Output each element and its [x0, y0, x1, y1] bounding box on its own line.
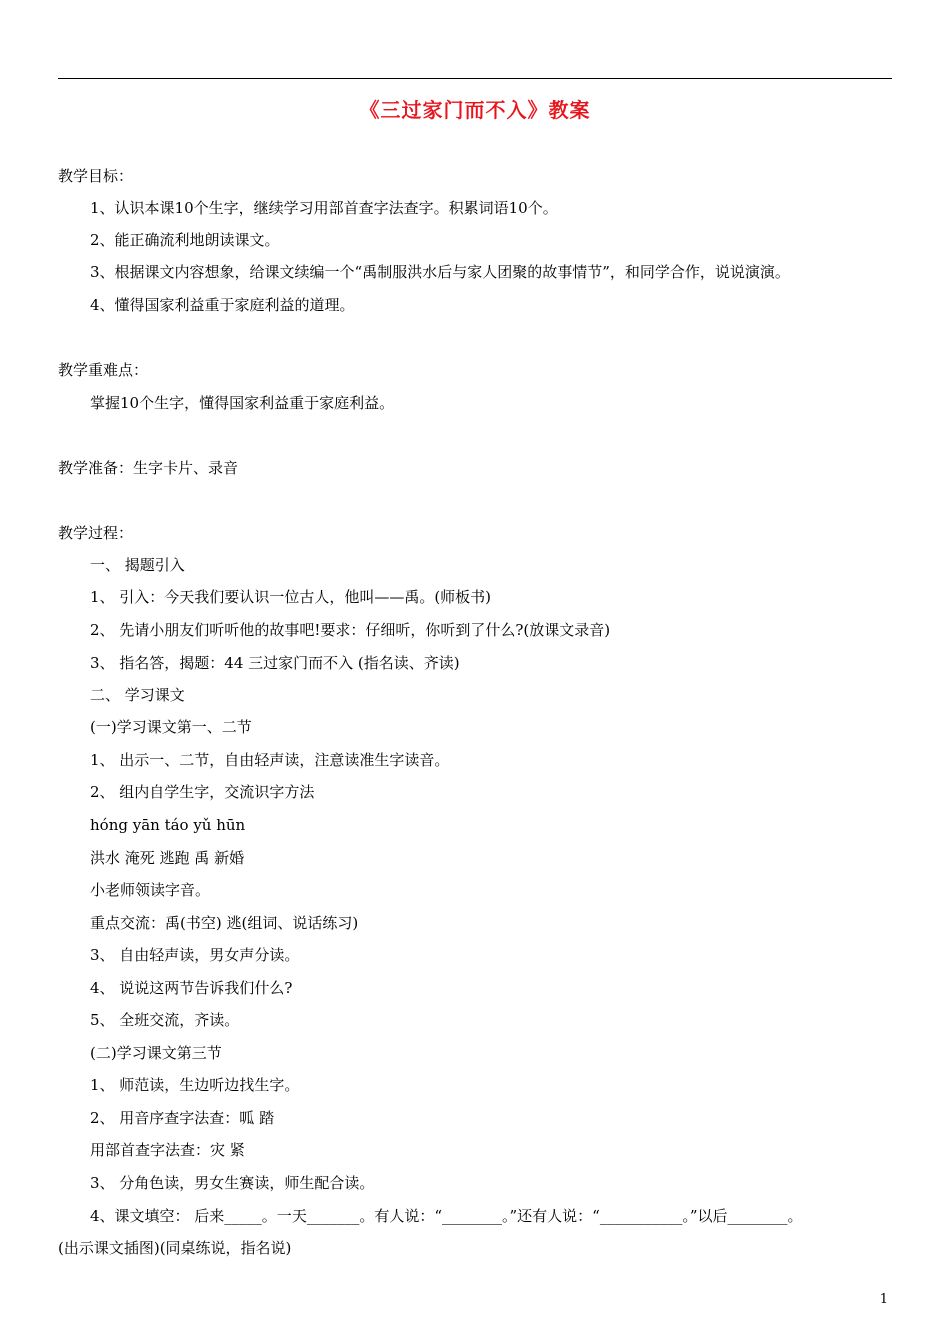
text-line: 掌握10个生字，懂得国家利益重于家庭利益。 [90, 394, 395, 412]
text-line: 4、课文填空： 后来_____。一天_______。有人说：“________。”还有人说：“___________。”以后________。 [90, 1207, 803, 1225]
text-line: hóng yān táo yǔ hūn [90, 816, 246, 834]
text-line: 3、根据课文内容想象，给课文续编一个“禹制服洪水后与家人团聚的故事情节”，和同学合作，说说演演。 [90, 263, 790, 281]
text-line: 洪水 淹死 逃跑 禹 新婚 [90, 849, 245, 867]
document-title: 《三过家门而不入》教案 [359, 98, 591, 122]
text-line: 1、 引入：今天我们要认识一位古人，他叫——禹。(师板书) [90, 588, 492, 606]
text-line: 教学准备：生字卡片、录音 [58, 459, 239, 477]
page-number: 1 [879, 1292, 888, 1307]
text-line: 一、 揭题引入 [90, 556, 185, 574]
text-line: 3、 指名答，揭题：44 三过家门而不入 (指名读、齐读) [90, 654, 460, 672]
text-line: 3、 分角色读，男女生赛读，师生配合读。 [90, 1174, 375, 1192]
text-line: 重点交流：禹(书空) 逃(组词、说话练习) [90, 914, 359, 932]
text-line: 2、 先请小朋友们听听他的故事吧!要求：仔细听，你听到了什么?(放课文录音) [90, 621, 611, 639]
text-line: 4、懂得国家利益重于家庭利益的道理。 [90, 296, 355, 314]
text-line: 教学目标： [58, 167, 134, 185]
text-line: (二)学习课文第三节 [90, 1044, 222, 1062]
text-line: 5、 全班交流，齐读。 [90, 1011, 240, 1029]
text-line: 2、 用音序查字法查：呱 踏 [90, 1109, 275, 1127]
text-line: 用部首查字法查：灾 紧 [90, 1141, 245, 1159]
text-line: 1、 出示一、二节，自由轻声读，注意读准生字读音。 [90, 751, 450, 769]
text-line: 二、 学习课文 [90, 686, 185, 704]
text-line: 小老师领读字音。 [90, 881, 211, 899]
text-line: 4、 说说这两节告诉我们什么? [90, 979, 293, 997]
text-line: 2、 组内自学生字，交流识字方法 [90, 783, 315, 801]
text-line: 教学过程： [58, 524, 134, 542]
text-line: 1、认识本课10个生字，继续学习用部首查字法查字。积累词语10个。 [90, 199, 558, 217]
text-line: 教学重难点： [58, 361, 149, 379]
text-line: (一)学习课文第一、二节 [90, 718, 252, 736]
header-rule [58, 78, 892, 79]
text-line: (出示课文插图)(同桌练说，指名说) [58, 1239, 292, 1257]
text-line: 1、 师范读，生边听边找生字。 [90, 1076, 300, 1094]
text-line: 3、 自由轻声读，男女声分读。 [90, 946, 300, 964]
text-line: 2、能正确流利地朗读课文。 [90, 231, 280, 249]
